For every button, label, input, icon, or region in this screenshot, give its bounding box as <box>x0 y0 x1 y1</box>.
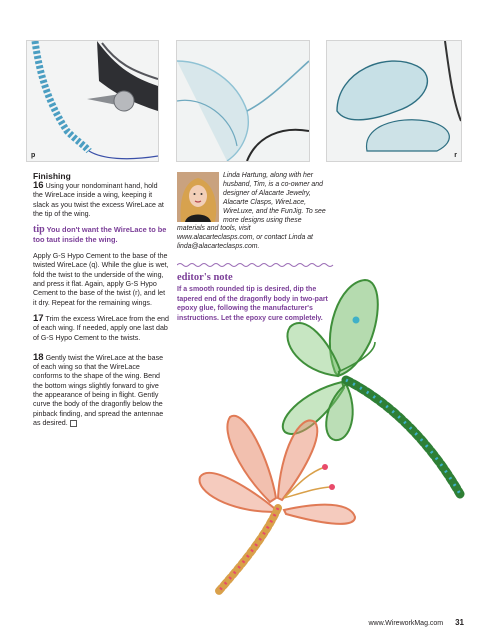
tip-box <box>33 225 169 244</box>
step-photo-r <box>326 40 462 162</box>
step-17 <box>33 314 169 343</box>
wavy-divider <box>177 262 335 268</box>
wing-twist-photo-illustration <box>177 41 309 161</box>
finishing-column <box>33 171 169 434</box>
page-footer <box>368 618 464 627</box>
step-text: Using your nondominant hand, hold the WireLace inside a wing, keeping it slack as you twist the excess WireLace at the tip of the wing. <box>33 182 164 218</box>
cement-paragraph: Apply G-S Hypo Cement to the base of the twisted WireLace (q). While the glue is wet, fold the twist to the underside of the wing, and press it flat. Again, apply G-S Hypo Cement to the base of the twist (r), and let it dry. Repeat for the remaining wings. <box>33 252 169 307</box>
bio-text: Linda Hartung, along with her husband, Tim, is a co-owner and designer of Alacarte Jewelry, Alacarte Clasps, WireLace, WireLuxe, and the FunJig. To see more designs using these materials and tools, visit www.alacarteclasps.com, or contact Linda at linda@alacarteclasps.com. <box>177 172 326 251</box>
copper-dragonfly <box>200 416 355 592</box>
pliers-photo-illustration <box>27 41 158 161</box>
tip-label: tip <box>33 224 45 236</box>
step-number: 17 <box>33 312 44 324</box>
footer-url[interactable]: www.WireworkMag.com <box>368 620 444 627</box>
step-text: Trim the excess WireLace from the end of each wing. If needed, apply one last dab of G-S Hypo Cement to the twists. <box>33 314 169 342</box>
folded-wing-photo-illustration <box>327 41 461 161</box>
end-mark-icon <box>70 420 77 427</box>
step-18 <box>33 353 169 428</box>
step-photo-p <box>26 40 159 162</box>
page-number: 31 <box>455 618 464 627</box>
step-16 <box>33 181 169 219</box>
step-text: Gently twist the WireLace at the base of each wing so that the WireLace conforms to the shape of the wing. Bend the bottom wings slightly forward to give the appearance of being in flight. Gently curve the body of the dragonfly below the pinback finding, and spread the antennae as desired. <box>33 353 164 427</box>
step-number: 18 <box>33 351 44 363</box>
photo-label: p <box>31 152 36 159</box>
photo-label: r <box>454 152 457 159</box>
editors-note-title: editor's note <box>177 272 233 283</box>
step-photo-q <box>176 40 310 162</box>
author-portrait <box>177 172 219 222</box>
finishing-heading: Finishing <box>33 171 71 181</box>
tip-text: You don't want the WireLace to be too taut inside the wing. <box>33 225 167 244</box>
author-bio <box>177 172 327 252</box>
step-number: 16 <box>33 180 44 191</box>
editors-note-body: If a smooth rounded tip is desired, dip the tapered end of the dragonfly body in two-part epoxy glue, following the manufacturer's instructions. Let the epoxy cure completely. <box>177 286 328 322</box>
editors-note <box>177 272 335 323</box>
